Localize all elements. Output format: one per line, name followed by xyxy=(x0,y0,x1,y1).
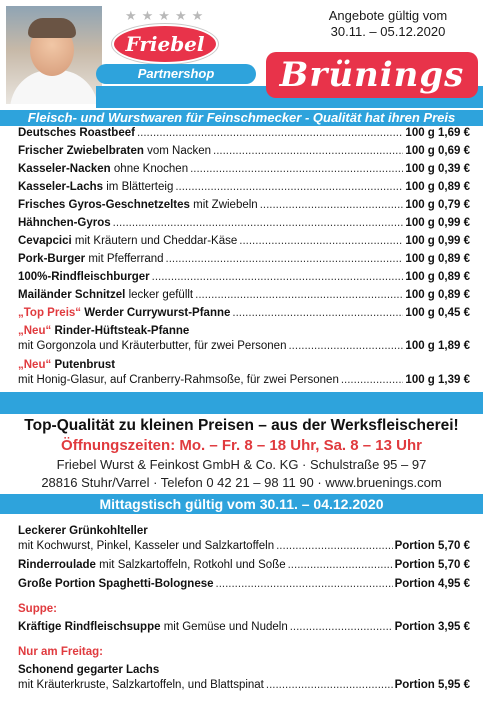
new-item-1 xyxy=(18,324,470,354)
info-headline: Top-Qualität zu kleinen Preisen – aus der Werksfleischerei! xyxy=(24,417,459,434)
item-desc: lecker gefüllt xyxy=(128,289,194,301)
item-price: 100 g 0,89 € xyxy=(405,253,470,265)
friebel-logo: Friebel xyxy=(112,24,218,64)
soup-title: Suppe: xyxy=(18,603,57,615)
partnershop-label: Partnershop xyxy=(96,64,256,84)
item-price: 100 g 1,39 € xyxy=(405,374,470,386)
list-item xyxy=(18,198,470,213)
item-desc: mit Zwiebeln xyxy=(193,199,258,211)
item-desc: mit Kräutern und Cheddar-Käse xyxy=(74,235,238,247)
item-price: 100 g 0,69 € xyxy=(405,145,470,157)
item-name: Pork-Burger xyxy=(18,253,86,265)
header xyxy=(0,0,483,110)
new-item-2 xyxy=(18,358,470,388)
item-name: Frischer Zwiebelbraten xyxy=(18,145,144,157)
dish-price: Portion 4,95 € xyxy=(394,578,470,590)
item-price: 100 g 0,79 € xyxy=(405,199,470,211)
offer-validity xyxy=(298,8,478,40)
offer-line1: Angebote gültig vom xyxy=(328,8,448,23)
item-desc: vom Nacken xyxy=(147,145,212,157)
item-price: 100 g 1,89 € xyxy=(405,340,470,352)
butcher-photo xyxy=(6,6,102,104)
item-desc: im Blätterteig xyxy=(106,181,174,193)
dish-price: Portion 5,70 € xyxy=(394,559,470,571)
item-price: 100 g 0,45 € xyxy=(405,307,470,319)
dish-name: Rinderroulade xyxy=(18,559,96,571)
lunch-menu xyxy=(0,514,483,709)
item-name: Putenbrust xyxy=(54,359,116,371)
company-address: Friebel Wurst & Feinkost GmbH & Co. KG · Schulstraße 95 – 97 xyxy=(56,457,427,472)
item-name: Mailänder Schnitzel xyxy=(18,289,126,301)
item-desc: mit Gorgonzola und Kräuterbutter, für zwei Personen xyxy=(18,340,287,352)
lunch-dish-2 xyxy=(18,558,470,573)
list-item xyxy=(18,180,470,195)
offer-line2: 30.11. – 05.12.2020 xyxy=(330,24,446,39)
dish-name: Leckerer Grünkohlteller xyxy=(18,525,148,537)
dish-price: Portion 5,70 € xyxy=(394,540,470,552)
list-item xyxy=(18,162,470,177)
dish-name: Große Portion Spaghetti-Bolognese xyxy=(18,578,214,590)
list-item xyxy=(18,270,470,285)
item-name: 100%-Rindfleischburger xyxy=(18,271,150,283)
item-name: Cevapcici xyxy=(18,235,72,247)
lunch-header: Mittagstisch gültig vom 30.11. – 04.12.2020 xyxy=(0,494,483,514)
new-tag: „Neu“ xyxy=(18,359,52,371)
item-price: 100 g 0,89 € xyxy=(405,289,470,301)
company-contact: 28816 Stuhr/Varrel · Telefon 0 42 21 – 98 11 90 · www.bruenings.com xyxy=(41,475,442,490)
divider-band xyxy=(0,392,483,414)
friday-title: Nur am Freitag: xyxy=(18,646,103,658)
item-name: Frisches Gyros-Geschnetzeltes xyxy=(18,199,190,211)
new-tag: „Neu“ xyxy=(18,325,52,337)
dish-desc: mit Kräuterkruste, Salzkartoffeln, und Blattspinat xyxy=(18,679,264,691)
list-item xyxy=(18,234,470,249)
dish-name: Kräftige Rindfleischsuppe xyxy=(18,621,161,633)
top-price-item xyxy=(18,306,470,321)
dish-desc: mit Gemüse und Nudeln xyxy=(163,621,288,633)
item-price: 100 g 0,99 € xyxy=(405,217,470,229)
item-price: 100 g 0,89 € xyxy=(405,271,470,283)
item-price: 100 g 0,89 € xyxy=(405,181,470,193)
item-name: Rinder-Hüftsteak-Pfanne xyxy=(54,325,190,337)
list-item xyxy=(18,288,470,303)
dish-name: Schonend gegarter Lachs xyxy=(18,664,160,676)
item-name: Deutsches Roastbeef xyxy=(18,127,135,139)
tagline: Fleisch- und Wurstwaren für Feinschmecker - Qualität hat ihren Preis xyxy=(0,110,483,126)
soup-item xyxy=(18,620,470,635)
item-desc: mit Pfefferrand xyxy=(88,253,164,265)
bruenings-logo: Brünings xyxy=(266,52,478,98)
lunch-dish-1 xyxy=(18,524,470,554)
dish-price: Portion 5,95 € xyxy=(394,679,470,691)
list-item xyxy=(18,216,470,231)
item-price: 100 g 0,99 € xyxy=(405,235,470,247)
item-price: 100 g 1,69 € xyxy=(405,127,470,139)
price-list xyxy=(0,126,483,390)
dish-desc: mit Salzkartoffeln, Rotkohl und Soße xyxy=(99,559,286,571)
photo-hair xyxy=(28,18,76,38)
item-name: Hähnchen-Gyros xyxy=(18,217,111,229)
item-name: Kasseler-Nacken xyxy=(18,163,111,175)
lunch-dish-3 xyxy=(18,577,470,592)
dish-price: Portion 3,95 € xyxy=(394,621,470,633)
list-item xyxy=(18,126,470,141)
item-desc: ohne Knochen xyxy=(113,163,189,175)
item-name: Werder Currywurst-Pfanne xyxy=(84,307,231,319)
item-name: Kasseler-Lachs xyxy=(18,181,104,193)
friday-dish xyxy=(18,663,470,693)
dish-desc: mit Kochwurst, Pinkel, Kasseler und Salzkartoffeln xyxy=(18,540,275,552)
top-price-tag: „Top Preis“ xyxy=(18,307,82,319)
company-info xyxy=(0,414,483,498)
list-item xyxy=(18,144,470,159)
opening-hours: Öffnungszeiten: Mo. – Fr. 8 – 18 Uhr, Sa. 8 – 13 Uhr xyxy=(61,437,422,454)
list-item xyxy=(18,252,470,267)
item-price: 100 g 0,39 € xyxy=(405,163,470,175)
rating-stars-icon: ★★★★★ xyxy=(125,8,209,23)
item-desc: mit Honig-Glasur, auf Cranberry-Rahmsoße, für zwei Personen xyxy=(18,374,339,386)
